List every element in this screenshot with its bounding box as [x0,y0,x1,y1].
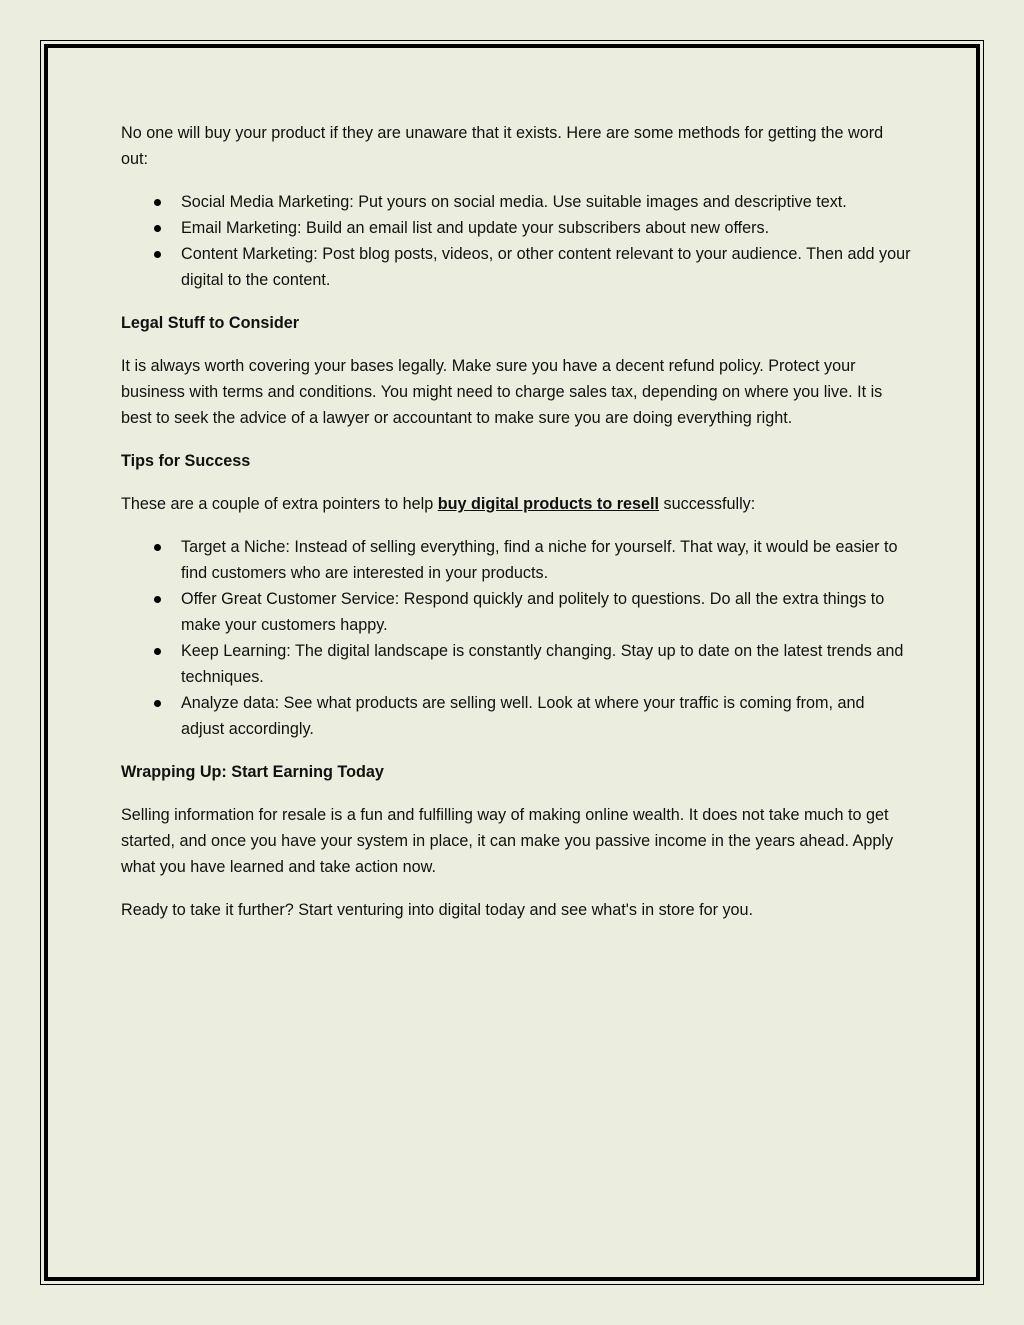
tips-intro-after: successfully: [659,495,756,513]
closing-paragraph: Ready to take it further? Start venturing into digital today and see what's in store for you. [121,901,754,919]
wrap-up-heading: Wrapping Up: Start Earning Today [121,763,384,781]
tips-heading: Tips for Success [121,452,251,470]
list-item: Keep Learning: The digital landscape is constantly changing. Stay up to date on the latest trends and techniques. [181,638,911,690]
tips-list [121,534,911,742]
list-item: Email Marketing: Build an email list and update your subscribers about new offers. [181,215,911,241]
list-item: Target a Niche: Instead of selling everything, find a niche for yourself. That way, it would be easier to find customers who are interested in your products. [181,534,911,586]
legal-heading: Legal Stuff to Consider [121,314,300,332]
list-item: Analyze data: See what products are selling well. Look at where your traffic is coming from, and adjust accordingly. [181,690,911,742]
resell-link[interactable]: buy digital products to resell [437,495,660,513]
document-body [121,120,911,940]
tips-intro-before: These are a couple of extra pointers to help [121,495,438,513]
marketing-methods-list [121,189,911,293]
list-item: Offer Great Customer Service: Respond quickly and politely to questions. Do all the extra things to make your customers happy. [181,586,911,638]
list-item: Social Media Marketing: Put yours on social media. Use suitable images and descriptive text. [181,189,911,215]
wrap-up-paragraph: Selling information for resale is a fun and fulfilling way of making online wealth. It does not take much to get started, and once you have your system in place, it can make you passive income in the years ahead. Apply what you have learned and take action now. [121,806,894,876]
legal-paragraph: It is always worth covering your bases legally. Make sure you have a decent refund policy. Protect your business with terms and conditions. You might need to charge sales tax, depending on where you live. It is best to seek the advice of a lawyer or accountant to make sure you are doing everything right. [121,357,883,427]
tips-intro-paragraph [121,491,911,517]
list-item: Content Marketing: Post blog posts, videos, or other content relevant to your audience. Then add your digital to the content. [181,241,911,293]
intro-paragraph: No one will buy your product if they are unaware that it exists. Here are some methods for getting the word out: [121,124,884,168]
